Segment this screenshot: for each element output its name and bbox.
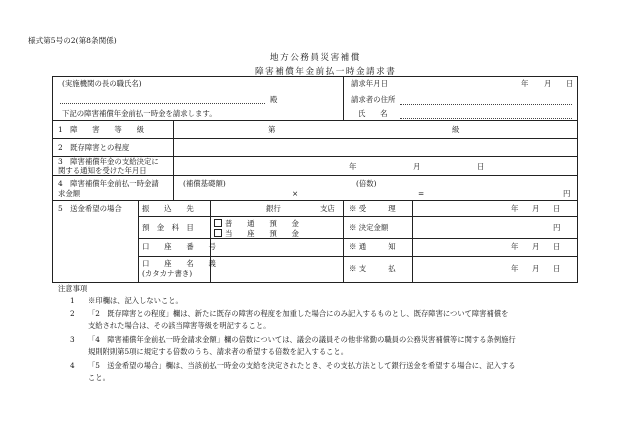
name-line <box>400 118 572 119</box>
r5-divider-c <box>343 200 344 283</box>
row3-day: 日 <box>477 162 485 171</box>
notice-year: 年 <box>511 242 519 251</box>
row2-label: 2 既存障害との程度 <box>58 143 130 152</box>
note-2-text: 「2 既存障害との程度」欄は、新たに既存の障害の程度を加重した場合にのみ記入するものとし、既存障害について障害補償を <box>88 309 509 318</box>
name-label: 氏 名 <box>358 109 388 118</box>
deposit-option-current: 当 座 預 金 <box>225 229 299 238</box>
honorific: 殿 <box>270 95 278 104</box>
addressee-label: (実施機関の長の職氏名) <box>62 79 142 88</box>
checkbox-icon <box>214 229 222 237</box>
row4-equals: = <box>418 189 425 198</box>
form-title-line1: 地方公務員災害補償 <box>270 53 361 63</box>
row1-prefix: 第 <box>268 125 276 134</box>
note-4-text: 「5 送金希望の場合」欄は、当該前払一時金の支給を決定されたとき、その支払方法として銀行送金を希望する場合に、記入する <box>88 361 516 370</box>
row1-label: 1 障 害 等 級 <box>58 125 145 134</box>
note-1-text: ※印欄は、記入しないこと。 <box>88 296 183 305</box>
r5-divider-d <box>412 200 413 283</box>
note-2-cont: 支給された場合は、その該当障害等級を明記すること。 <box>88 321 271 330</box>
receipt-label: ※ 受 理 <box>349 204 396 213</box>
row4-label-2: 求金額 <box>58 189 81 198</box>
form-title-line2: 障害補償年金前払一時金請求書 <box>255 67 397 77</box>
row3-label-1: 3 障害補償年金の支給決定に <box>58 157 159 166</box>
address-line <box>400 104 572 105</box>
checkbox-ordinary[interactable] <box>214 219 299 227</box>
account-name-label-2: (カタカナ書き) <box>142 269 193 278</box>
checkbox-current[interactable] <box>214 229 299 237</box>
note-4-cont: こと。 <box>88 373 110 382</box>
row4-base-label: (補償基礎額) <box>183 179 226 188</box>
request-month: 月 <box>544 79 552 88</box>
receipt-month: 月 <box>532 204 540 213</box>
bank-label: 銀行 <box>266 204 281 213</box>
decision-amount-label: ※ 決定金額 <box>349 223 389 232</box>
notice-month: 月 <box>532 242 540 251</box>
r5-line <box>138 216 578 217</box>
row5-label: 5 送金希望の場合 <box>58 204 122 213</box>
row4-yen: 円 <box>563 189 571 198</box>
payment-day: 日 <box>553 264 561 273</box>
notes-heading: 注意事項 <box>58 284 88 293</box>
account-number-label: 口 座 番 号 <box>142 242 216 251</box>
row-line <box>52 120 578 121</box>
note-4-num: 4 <box>70 361 75 370</box>
request-day: 日 <box>566 79 574 88</box>
payment-month: 月 <box>532 264 540 273</box>
label-divider <box>173 120 174 200</box>
row4-multiplier-label: (倍数) <box>356 179 377 188</box>
note-3-text: 「4 障害補償年金前払一時金請求金額」欄の倍数については、議会の議員その他非常勤の職員の公務災害補償等に関する条例施行 <box>88 335 516 344</box>
row4-times: × <box>292 189 299 198</box>
notice-label: ※ 通 知 <box>349 242 396 251</box>
payment-label: ※ 支 払 <box>349 264 396 273</box>
note-1-num: 1 <box>70 296 75 305</box>
row-line <box>52 200 578 201</box>
row1-suffix: 級 <box>452 125 460 134</box>
note-3-cont: 規則附則第5項に規定する倍数のうち、請求者の希望する倍数を記入すること。 <box>88 347 349 356</box>
r5-line <box>138 256 578 257</box>
decision-yen: 円 <box>553 223 561 232</box>
bank-header: 振 込 先 <box>142 204 194 213</box>
row-line <box>52 138 578 139</box>
note-2-num: 2 <box>70 309 75 318</box>
account-name-label-1: 口 座 名 義 <box>142 259 216 268</box>
request-year: 年 <box>521 79 529 88</box>
receipt-year: 年 <box>511 204 519 213</box>
top-divider <box>343 76 344 120</box>
address-label: 請求者の住所 <box>351 95 396 104</box>
deposit-type-label: 預 金 科 目 <box>142 223 194 232</box>
row-line <box>52 175 578 176</box>
row3-year: 年 <box>349 162 357 171</box>
request-statement: 下記の障害補償年金前払一時金を請求します。 <box>62 109 217 118</box>
receipt-day: 日 <box>553 204 561 213</box>
r5-line <box>138 238 578 239</box>
addressee-line <box>60 103 265 104</box>
deposit-option-ordinary: 普 通 預 金 <box>225 219 299 228</box>
checkbox-icon <box>214 219 222 227</box>
r5-divider-a <box>138 200 139 283</box>
request-date-label: 請求年月日 <box>351 79 388 88</box>
notice-day: 日 <box>553 242 561 251</box>
branch-label: 支店 <box>320 204 335 213</box>
payment-year: 年 <box>511 264 519 273</box>
row3-month: 月 <box>413 162 421 171</box>
row3-label-2: 関する通知を受けた年月日 <box>58 166 147 175</box>
note-3-num: 3 <box>70 335 75 344</box>
form-number: 様式第5号の2(第8条関係) <box>28 36 117 45</box>
row4-label-1: 4 障害補償年金前払一時金請 <box>58 179 159 188</box>
